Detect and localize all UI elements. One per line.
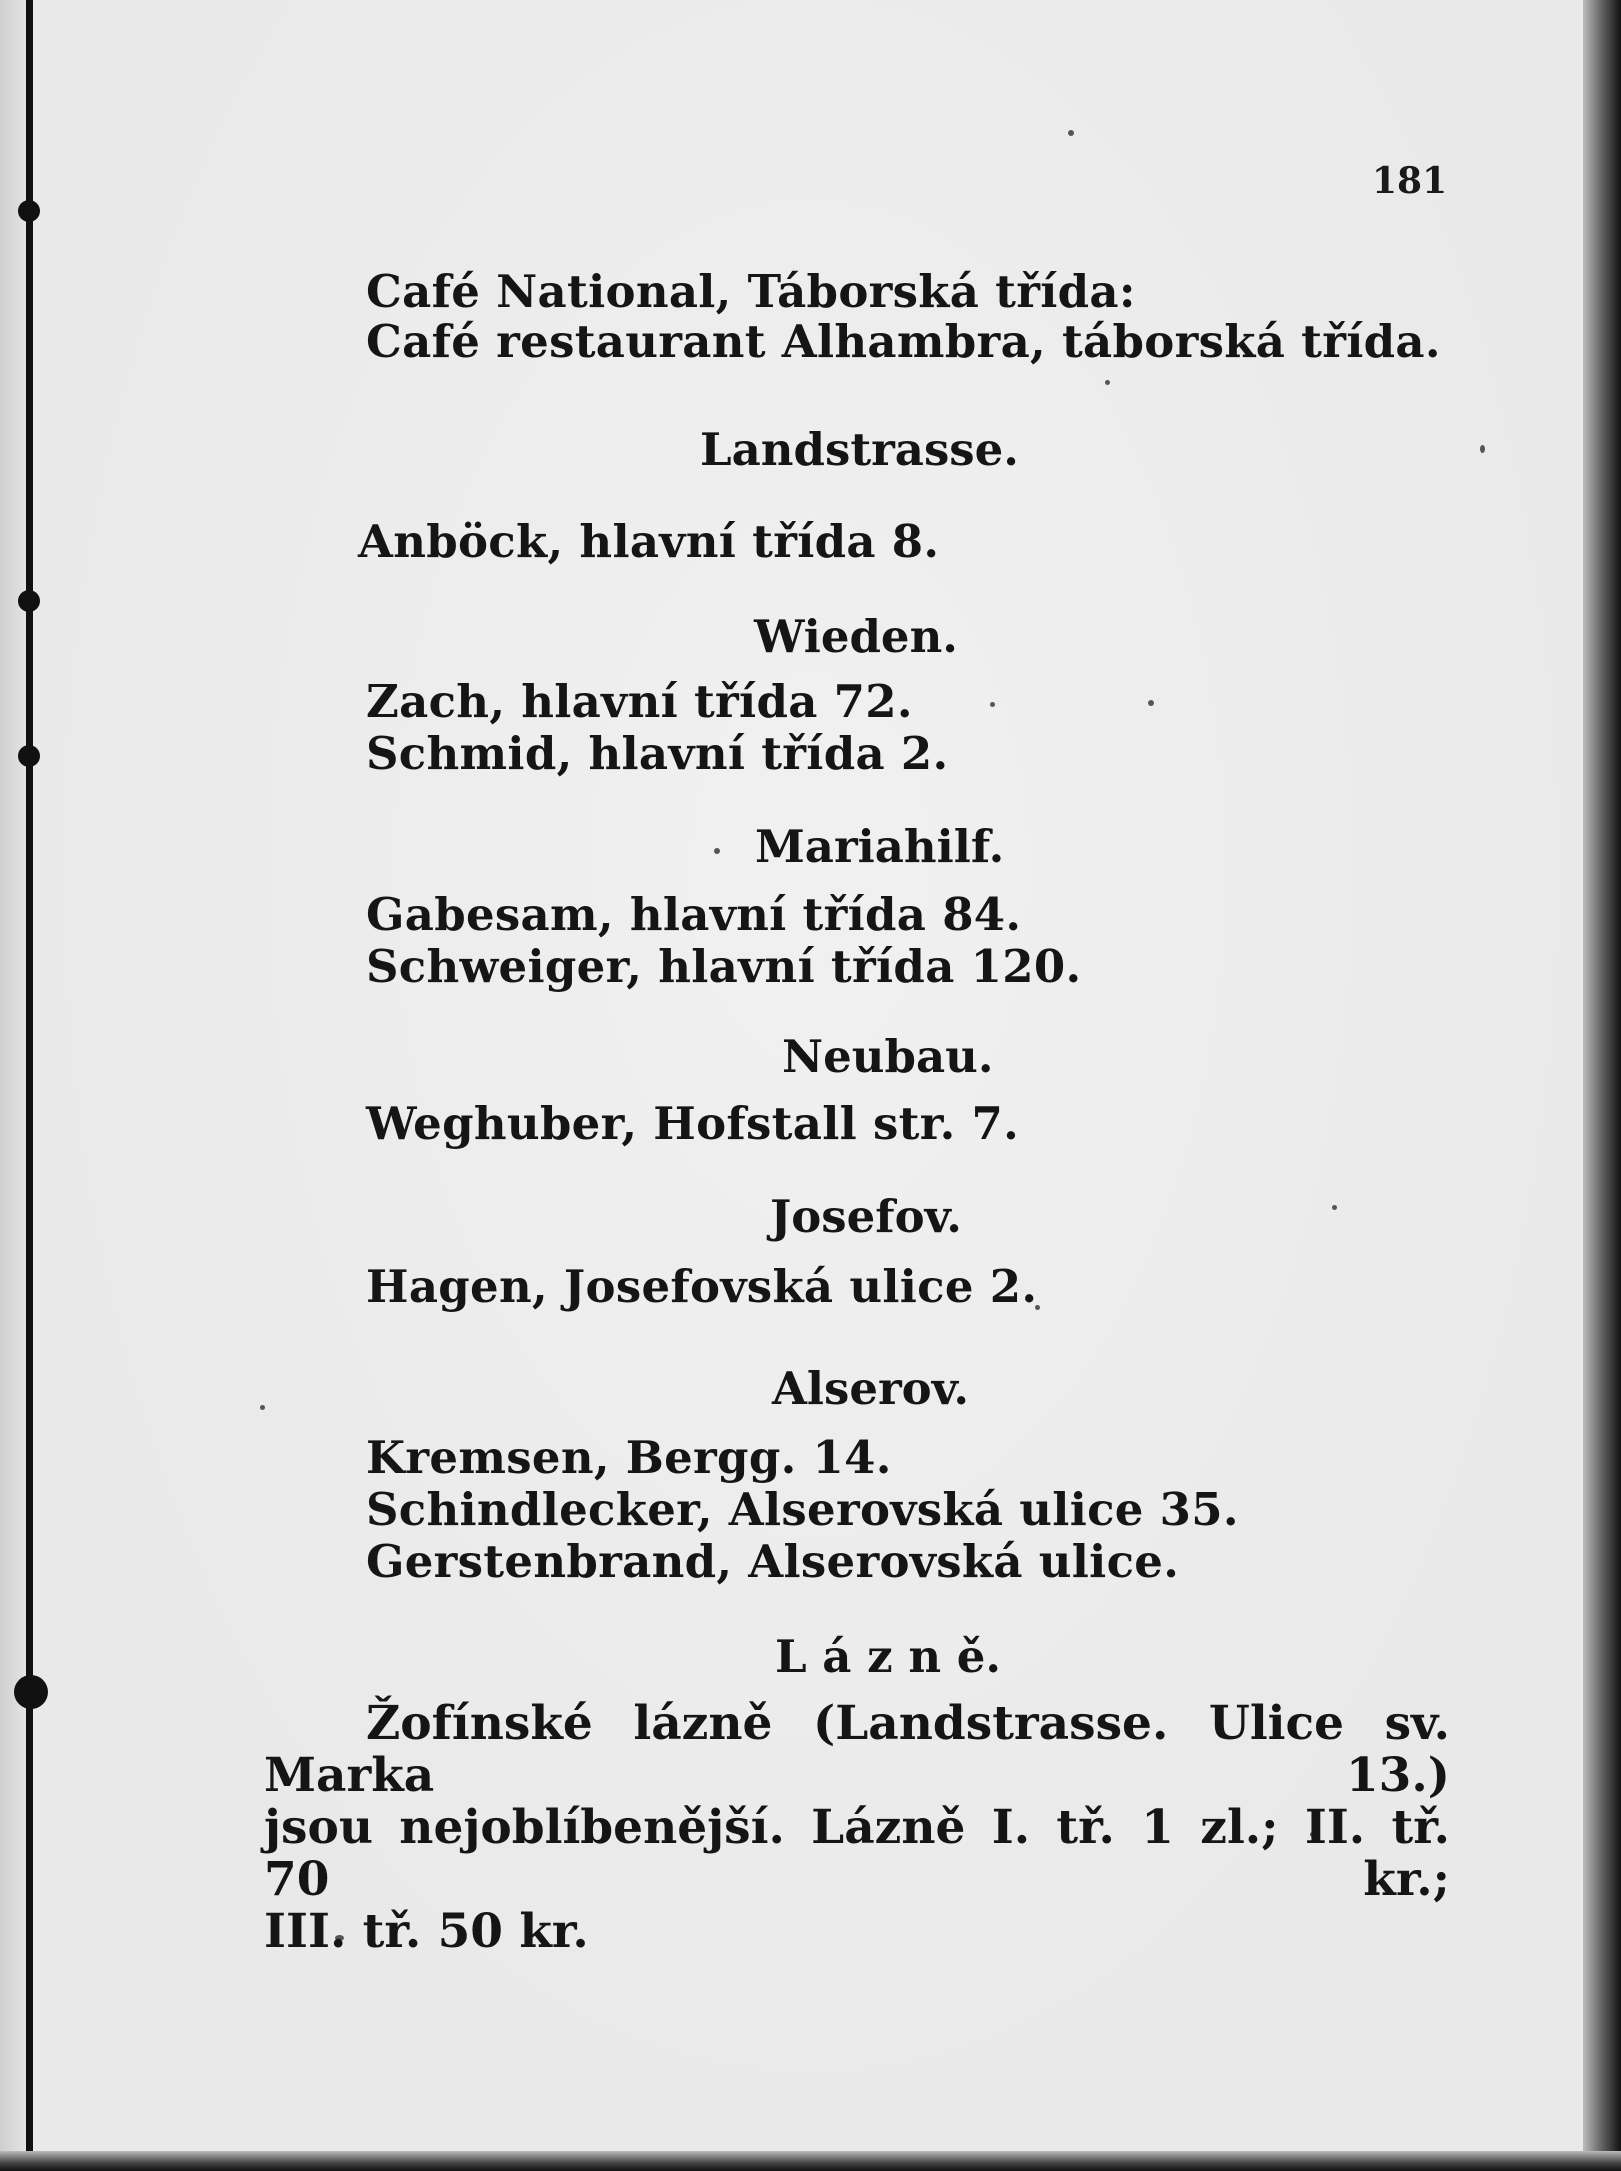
scan-edge-bottom: [0, 2151, 1621, 2171]
speck: [990, 702, 995, 707]
section-heading: L á z n ě.: [775, 1630, 1002, 1683]
section-heading: Josefov.: [770, 1190, 962, 1243]
speck: [1480, 445, 1485, 453]
speck: [260, 1405, 265, 1410]
page-number: 181: [1372, 160, 1448, 202]
entry-line: Kremsen, Bergg. 14.: [366, 1431, 892, 1484]
entry-line: Gerstenbrand, Alserovská ulice.: [366, 1535, 1180, 1588]
binding-mark: [18, 590, 40, 612]
speck: [1068, 130, 1074, 136]
binding-mark: [18, 745, 40, 767]
section-heading: Landstrasse.: [700, 423, 1019, 476]
scan-edge-right: [1583, 0, 1621, 2171]
entry-line: Schmid, hlavní třída 2.: [366, 727, 949, 780]
section-heading: Mariahilf.: [755, 820, 1005, 873]
section-heading: Wieden.: [754, 610, 958, 663]
entry-line: Hagen, Josefovská ulice 2.: [366, 1260, 1038, 1313]
section-heading: Alserov.: [772, 1362, 969, 1415]
speck: [714, 848, 720, 854]
entry-line: Café restaurant Alhambra, táborská třída.: [366, 315, 1441, 368]
entry-line: Café National, Táborská třída:: [366, 265, 1136, 318]
section-heading: Neubau.: [782, 1030, 994, 1083]
entry-line: Schweiger, hlavní třída 120.: [366, 940, 1082, 993]
paragraph-line: III. tř. 50 kr.: [264, 1904, 589, 1959]
entry-line: Zach, hlavní třída 72.: [366, 675, 913, 728]
speck: [1148, 700, 1154, 706]
paragraph-line: jsou nejoblíbenější. Lázně I. tř. 1 zl.; II. tř. 70 kr.;: [264, 1800, 1450, 1907]
entry-line: Gabesam, hlavní třída 84.: [366, 888, 1022, 941]
entry-line: Schindlecker, Alserovská ulice 35.: [366, 1483, 1239, 1536]
binding-mark: [14, 1675, 48, 1709]
binding-edge: [26, 0, 33, 2171]
speck: [1105, 380, 1110, 385]
binding-mark: [18, 200, 40, 222]
binding-shadow: [0, 0, 26, 2171]
baths-paragraph: [264, 1698, 1450, 1958]
paragraph-line: Žofínské lázně (Landstrasse. Ulice sv. Marka 13.): [264, 1696, 1450, 1803]
entry-line: Weghuber, Hofstall str. 7.: [366, 1097, 1020, 1150]
entry-line: Anböck, hlavní třída 8.: [358, 515, 940, 568]
speck: [1332, 1205, 1337, 1210]
